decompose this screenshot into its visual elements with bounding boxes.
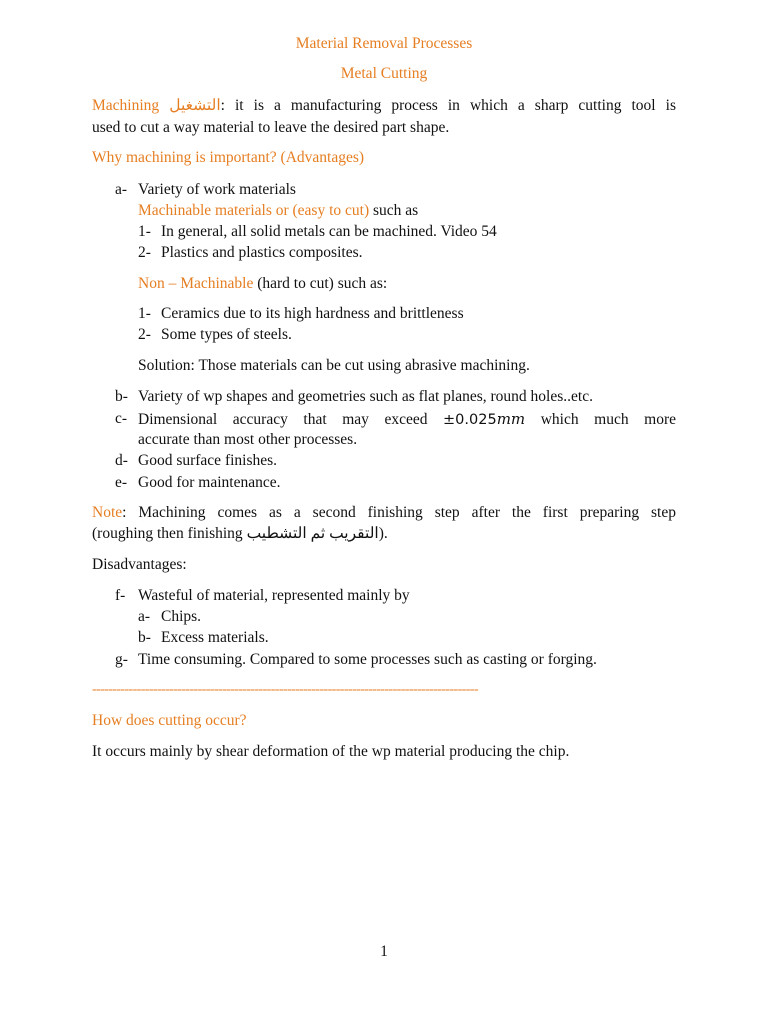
- list-item-text: Time consuming. Compared to some processes such as casting or forging.: [138, 651, 597, 668]
- accuracy-line-1: [138, 409, 676, 430]
- list-item-text: Some types of steels.: [161, 326, 292, 343]
- note-label: Note: [92, 504, 123, 521]
- list-item-text: Plastics and plastics composites.: [161, 244, 363, 261]
- term-machining: Machining: [92, 97, 160, 114]
- non-machinable-label: Non – Machinable: [138, 275, 254, 292]
- list-marker: g-: [115, 651, 128, 668]
- list-marker: b-: [138, 629, 151, 646]
- note-text-post: ).: [378, 525, 388, 542]
- note-arabic: التقريب ثم التشطيب: [246, 525, 379, 542]
- list-item-text: Chips.: [161, 608, 202, 625]
- accuracy-unit: mm: [496, 410, 526, 428]
- list-item-text: Ceramics due to its high hardness and brittleness: [161, 305, 464, 322]
- machinable-label: Machinable materials or (easy to cut): [138, 202, 370, 219]
- cutting-heading: How does cutting occur?: [92, 712, 247, 729]
- section-divider: -----------------------------------------------------------------------------------------------: [92, 682, 478, 697]
- intro-line-1: [92, 96, 676, 116]
- accuracy-value: ±0.025: [443, 412, 497, 428]
- list-marker: d-: [115, 452, 128, 469]
- list-item-text: In general, all solid metals can be machined. Video 54: [161, 223, 497, 240]
- accuracy-line-2: accurate than most other processes.: [138, 431, 358, 448]
- machinable-suffix: such as: [369, 202, 419, 219]
- list-marker: e-: [115, 474, 128, 491]
- non-machinable-line: [138, 274, 387, 294]
- accuracy-text: Dimensional accuracy that may exceed: [138, 411, 444, 428]
- note-text-pre: (roughing then finishing: [92, 525, 247, 542]
- term-machining-arabic: التشغيل: [169, 97, 221, 114]
- page-number: 1: [380, 943, 388, 960]
- advantages-heading: Why machining is important? (Advantages): [92, 149, 365, 166]
- intro-definition: : it is a manufacturing process in which a sharp cutting tool is: [220, 97, 676, 114]
- list-marker: a-: [138, 608, 151, 625]
- solution-text: Solution: Those materials can be cut using abrasive machining.: [138, 357, 530, 374]
- intro-line-2: used to cut a way material to leave the desired part shape.: [92, 119, 450, 136]
- cutting-text: It occurs mainly by shear deformation of the wp material producing the chip.: [92, 743, 570, 760]
- list-item-text: Good surface finishes.: [138, 452, 278, 469]
- list-item-text: Good for maintenance.: [138, 474, 281, 491]
- list-marker: b-: [115, 388, 128, 405]
- page-title: Material Removal Processes: [295, 35, 473, 52]
- machinable-line: [138, 201, 418, 221]
- note-line-2: [92, 524, 388, 544]
- list-marker: c-: [115, 410, 128, 427]
- accuracy-text-post: which much more: [540, 411, 677, 428]
- note-line-1: [92, 503, 676, 523]
- page-subtitle: Metal Cutting: [340, 65, 428, 82]
- note-text: : Machining comes as a second finishing step after the first preparing step: [122, 504, 676, 521]
- list-item-text: Variety of work materials: [138, 181, 296, 198]
- list-item-text: Wasteful of material, represented mainly by: [138, 587, 410, 604]
- list-marker: 1-: [138, 223, 151, 240]
- list-item-text: Variety of wp shapes and geometries such as flat planes, round holes..etc.: [138, 388, 593, 405]
- list-marker: 2-: [138, 326, 151, 343]
- list-marker: a-: [115, 181, 128, 198]
- list-marker: 2-: [138, 244, 151, 261]
- list-marker: f-: [115, 587, 126, 604]
- list-item-text: Excess materials.: [161, 629, 269, 646]
- list-marker: 1-: [138, 305, 151, 322]
- disadvantages-heading: Disadvantages:: [92, 556, 187, 573]
- non-machinable-suffix: (hard to cut) such as:: [253, 275, 388, 292]
